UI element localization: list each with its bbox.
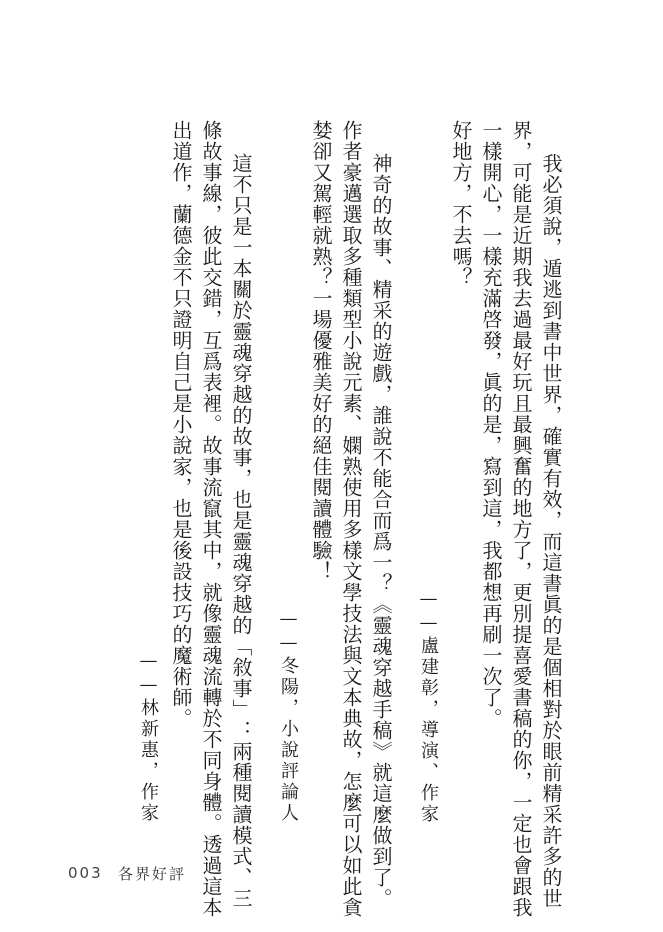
review-3-line-2: 條故事線，彼此交錯，互爲表裡。故事流竄其中，就像靈魂流轉於不同身體。透過這本 (199, 120, 223, 918)
review-1-signature: ——盧建彰，導演、作家 (418, 588, 439, 825)
section-title: 各界好評 (118, 865, 187, 883)
review-3-line-1: 這不只是一本關於靈魂穿越的故事，也是靈魂穿越的「敘事」：兩種閱讀模式、三 (229, 153, 253, 909)
review-2-signature: ——冬陽，小說評論人 (278, 608, 299, 824)
review-1-line-3: 一樣開心，一樣充滿啓發，眞的是，寫到這，我都想再刷一次了。 (479, 120, 503, 729)
review-1-line-2: 界，可能是近期我去過最好玩且最興奮的地方了，更別提喜愛書稿的你，一定也會跟我 (509, 120, 533, 918)
page-number: 003 (68, 864, 103, 882)
review-3-signature: ——林新惠，作家 (138, 650, 159, 824)
review-1-line-4: 好地方，不去嗎？ (449, 120, 473, 288)
review-3-line-3: 出道作，蘭德金不只證明自己是小說家，也是後設技巧的魔術師。 (169, 120, 193, 729)
review-1-line-1: 我必須說，遁逃到書中世界，確實有效，而這書眞的是個相對於眼前精采許多的世 (539, 153, 563, 909)
review-2-line-2: 作者豪邁選取多種類型小說元素、嫻熟使用多樣文學技法與文本典故，怎麼可以如此貪 (339, 120, 363, 918)
review-2-line-1: 神奇的故事、精采的遊戲，誰說不能合而爲一？《靈魂穿越手稿》就這麼做到了。 (369, 153, 393, 909)
review-2-line-3: 婪卻又駕輕就熟？一場優雅美好的絕佳閱讀體驗！ (309, 120, 333, 582)
